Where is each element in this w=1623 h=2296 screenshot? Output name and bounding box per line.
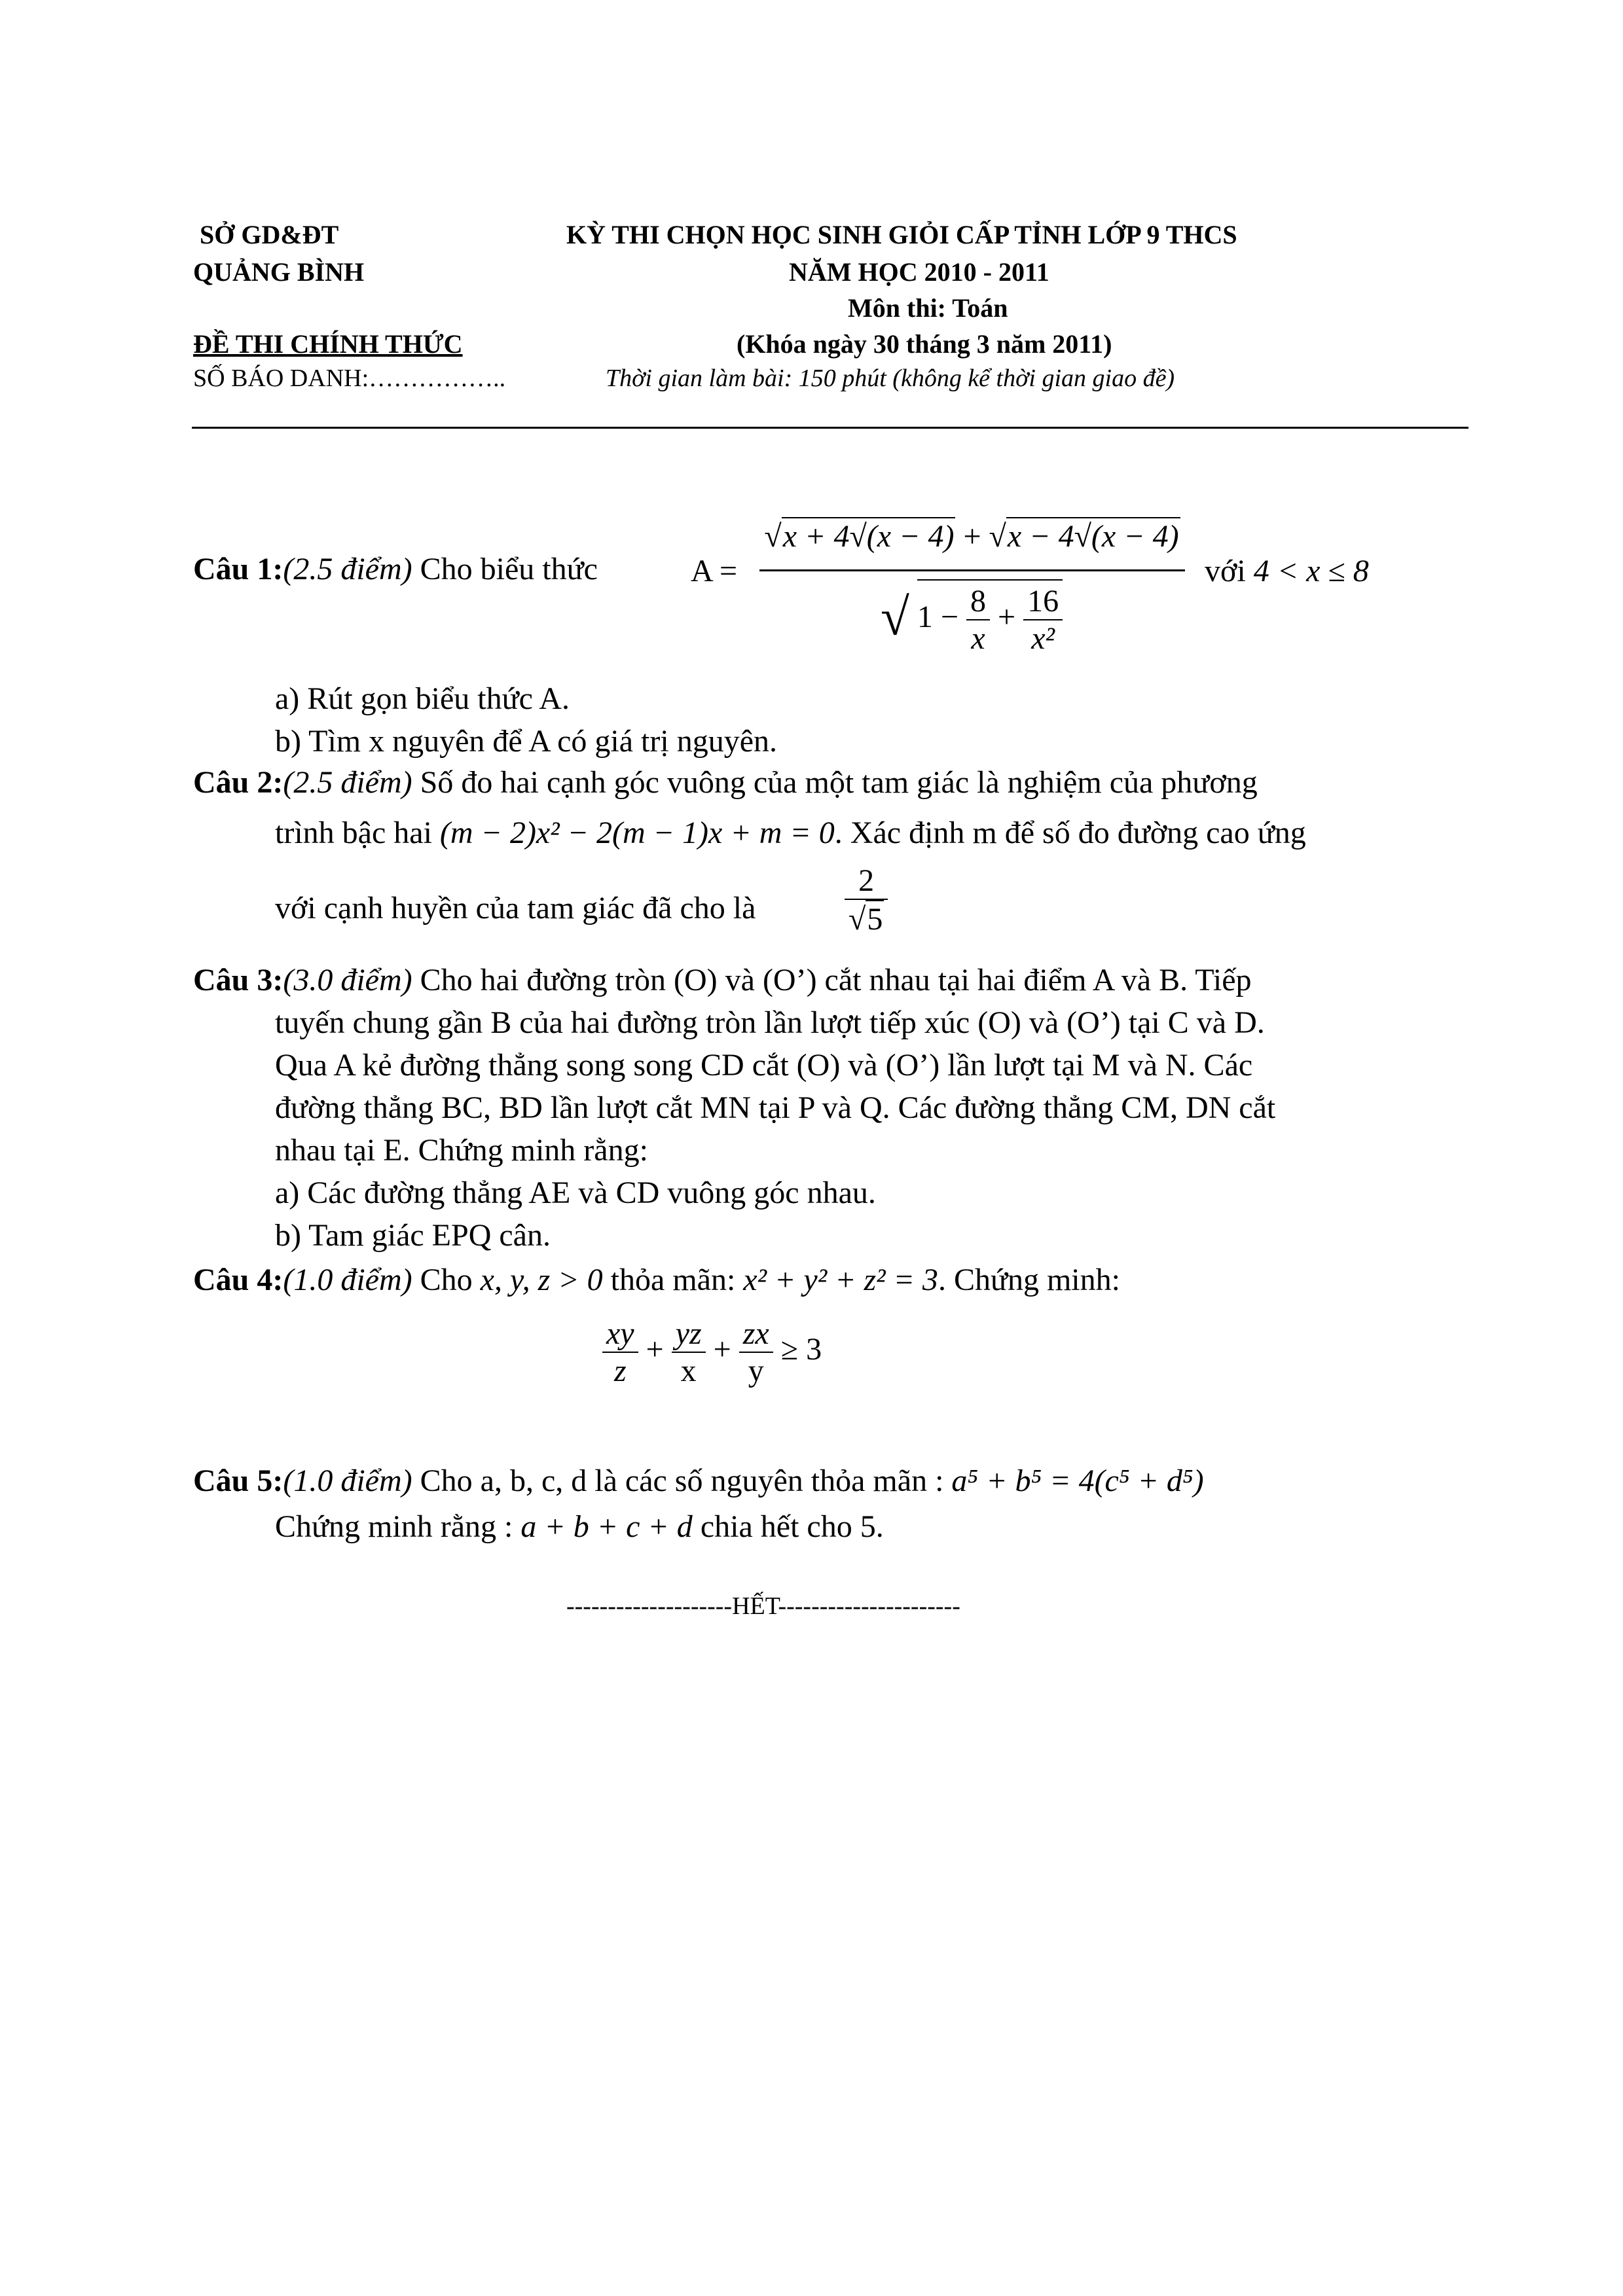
q2-text2-post: . Xác định m để số đo đường cao ứng (834, 816, 1306, 850)
q1-num-term1: x + 4√(x − 4) (782, 517, 956, 554)
school-year: NĂM HỌC 2010 - 2011 (789, 257, 1049, 287)
q3-line2: tuyến chung gần B của hai đường tròn lần lượt tiếp xúc (O) và (O’) tại C và D. (275, 1005, 1265, 1040)
header-rule (192, 427, 1468, 429)
q4-f3-num: zx (739, 1316, 773, 1353)
q1-den-plus: + (997, 600, 1016, 635)
q1-formula-lhs: A = (691, 554, 738, 588)
q4-f1-den: z (613, 1354, 627, 1388)
q4-points: (1.0 điểm) (283, 1263, 412, 1297)
q1-den-f1-den: x (971, 621, 985, 656)
q1-denominator: √ 1 − $\frac{8}{x}$ + $\frac{16}{\text{x²}}$ (881, 579, 1063, 656)
province: QUẢNG BÌNH (193, 257, 365, 287)
department: SỞ GD&ĐT (200, 220, 339, 249)
q4-plus-2: + (713, 1332, 731, 1367)
q1-points: (2.5 điểm) (283, 552, 412, 586)
q5-text2: Chứng minh rằng : (275, 1509, 513, 1544)
q1-condition-expr: 4 < x ≤ 8 (1253, 554, 1369, 588)
end-marker: --------------------HẾT---------------------- (566, 1592, 960, 1620)
q4-f3-den: y (748, 1354, 764, 1388)
subject: Môn thi: Toán (848, 293, 1008, 323)
q4-satisfy: thỏa mãn: (610, 1263, 736, 1297)
q1-den-one: 1 − (917, 600, 958, 635)
q5-sum: a + b + c + d (520, 1509, 693, 1544)
q1-label: Câu 1: (193, 552, 283, 586)
q3-label: Câu 3: (193, 963, 283, 997)
q4-rhs: ≥ 3 (780, 1332, 822, 1367)
q2-line1 (193, 764, 1258, 800)
q4-plus-1: + (646, 1332, 664, 1367)
q2-text1: Số đo hai cạnh góc vuông của một tam giác là nghiệm của phương (420, 765, 1258, 800)
q4-vars: x, y, z > 0 (480, 1263, 603, 1297)
exam-title: KỲ THI CHỌN HỌC SINH GIỎI CẤP TỈNH LỚP 9 THCS (566, 220, 1237, 249)
q5-line1 (193, 1463, 1204, 1499)
q1-num-term2: x − 4√(x − 4) (1006, 517, 1180, 554)
q5-points: (1.0 điểm) (283, 1463, 412, 1498)
q1-intro (193, 551, 598, 587)
q2-frac-den: 5 (866, 900, 884, 937)
q3-part-a: a) Các đường thẳng AE và CD vuông góc nhau. (275, 1175, 876, 1210)
q3-line3: Qua A kẻ đường thẳng song song CD cắt (O) và (O’) lần lượt tại M và N. Các (275, 1048, 1253, 1083)
q1-part-a: a) Rút gọn biểu thức A. (275, 681, 570, 716)
q1-den-f1-num: 8 (966, 583, 990, 620)
q1-num-plus: + (963, 519, 981, 554)
q4-prove: . Chứng minh: (938, 1263, 1120, 1297)
q1-den-f2-num: 16 (1023, 583, 1063, 620)
q2-fraction: $\frac{2}{√5}$ (845, 863, 888, 937)
q5-equation: a⁵ + b⁵ = 4(c⁵ + d⁵) (951, 1463, 1204, 1498)
q4-f2-den: x (680, 1354, 697, 1388)
q4-inequality (602, 1316, 822, 1389)
exam-date: (Khóa ngày 30 tháng 3 năm 2011) (737, 329, 1112, 359)
q5-label: Câu 5: (193, 1463, 283, 1498)
q4-label: Câu 4: (193, 1263, 283, 1297)
q4-constraint: x² + y² + z² = 3 (743, 1263, 938, 1297)
q1-condition (1205, 553, 1369, 589)
q2-points: (2.5 điểm) (283, 765, 412, 800)
candidate-number: SỐ BÁO DANH:…………….. (193, 365, 506, 392)
q1-intro-text: Cho biểu thức (420, 552, 598, 586)
q1-condition-text: với (1205, 554, 1246, 588)
q5-text2-post: chia hết cho 5. (700, 1509, 884, 1544)
q4-f1-num: xy (602, 1316, 638, 1353)
q4-f2-num: yz (672, 1316, 706, 1353)
official-label: ĐỀ THI CHÍNH THỨC (193, 329, 463, 359)
q3-part-b: b) Tam giác EPQ cân. (275, 1218, 551, 1253)
q1-part-b: b) Tìm x nguyên để A có giá trị nguyên. (275, 724, 777, 759)
q2-line3: với cạnh huyền của tam giác đã cho là (275, 891, 756, 925)
q2-frac-num: 2 (845, 863, 888, 900)
q2-text2: trình bậc hai (275, 816, 432, 850)
q3-line5: nhau tại E. Chứng minh rằng: (275, 1133, 648, 1168)
q2-equation: (m − 2)x² − 2(m − 1)x + m = 0 (439, 816, 835, 850)
q1-fraction-bar (759, 569, 1185, 571)
duration: Thời gian làm bài: 150 phút (không kể thời gian giao đề) (606, 365, 1175, 392)
q5-line2 (275, 1509, 884, 1545)
q4-intro: Cho (420, 1263, 473, 1297)
q5-text1: Cho a, b, c, d là các số nguyên thỏa mãn : (420, 1463, 944, 1498)
q2-label: Câu 2: (193, 765, 283, 800)
q3-line4: đường thẳng BC, BD lần lượt cắt MN tại P và Q. Các đường thẳng CM, DN cắt (275, 1090, 1276, 1125)
q3-text1: Cho hai đường tròn (O) và (O’) cắt nhau tại hai điểm A và B. Tiếp (420, 963, 1252, 997)
q2-line2 (275, 815, 1306, 851)
q4-line1 (193, 1262, 1120, 1298)
q3-line1 (193, 962, 1252, 998)
q1-den-f2-den: x² (1031, 621, 1055, 656)
q1-numerator: √x + 4√(x − 4) + √x − 4√(x − 4) (759, 517, 1185, 554)
q3-points: (3.0 điểm) (283, 963, 412, 997)
